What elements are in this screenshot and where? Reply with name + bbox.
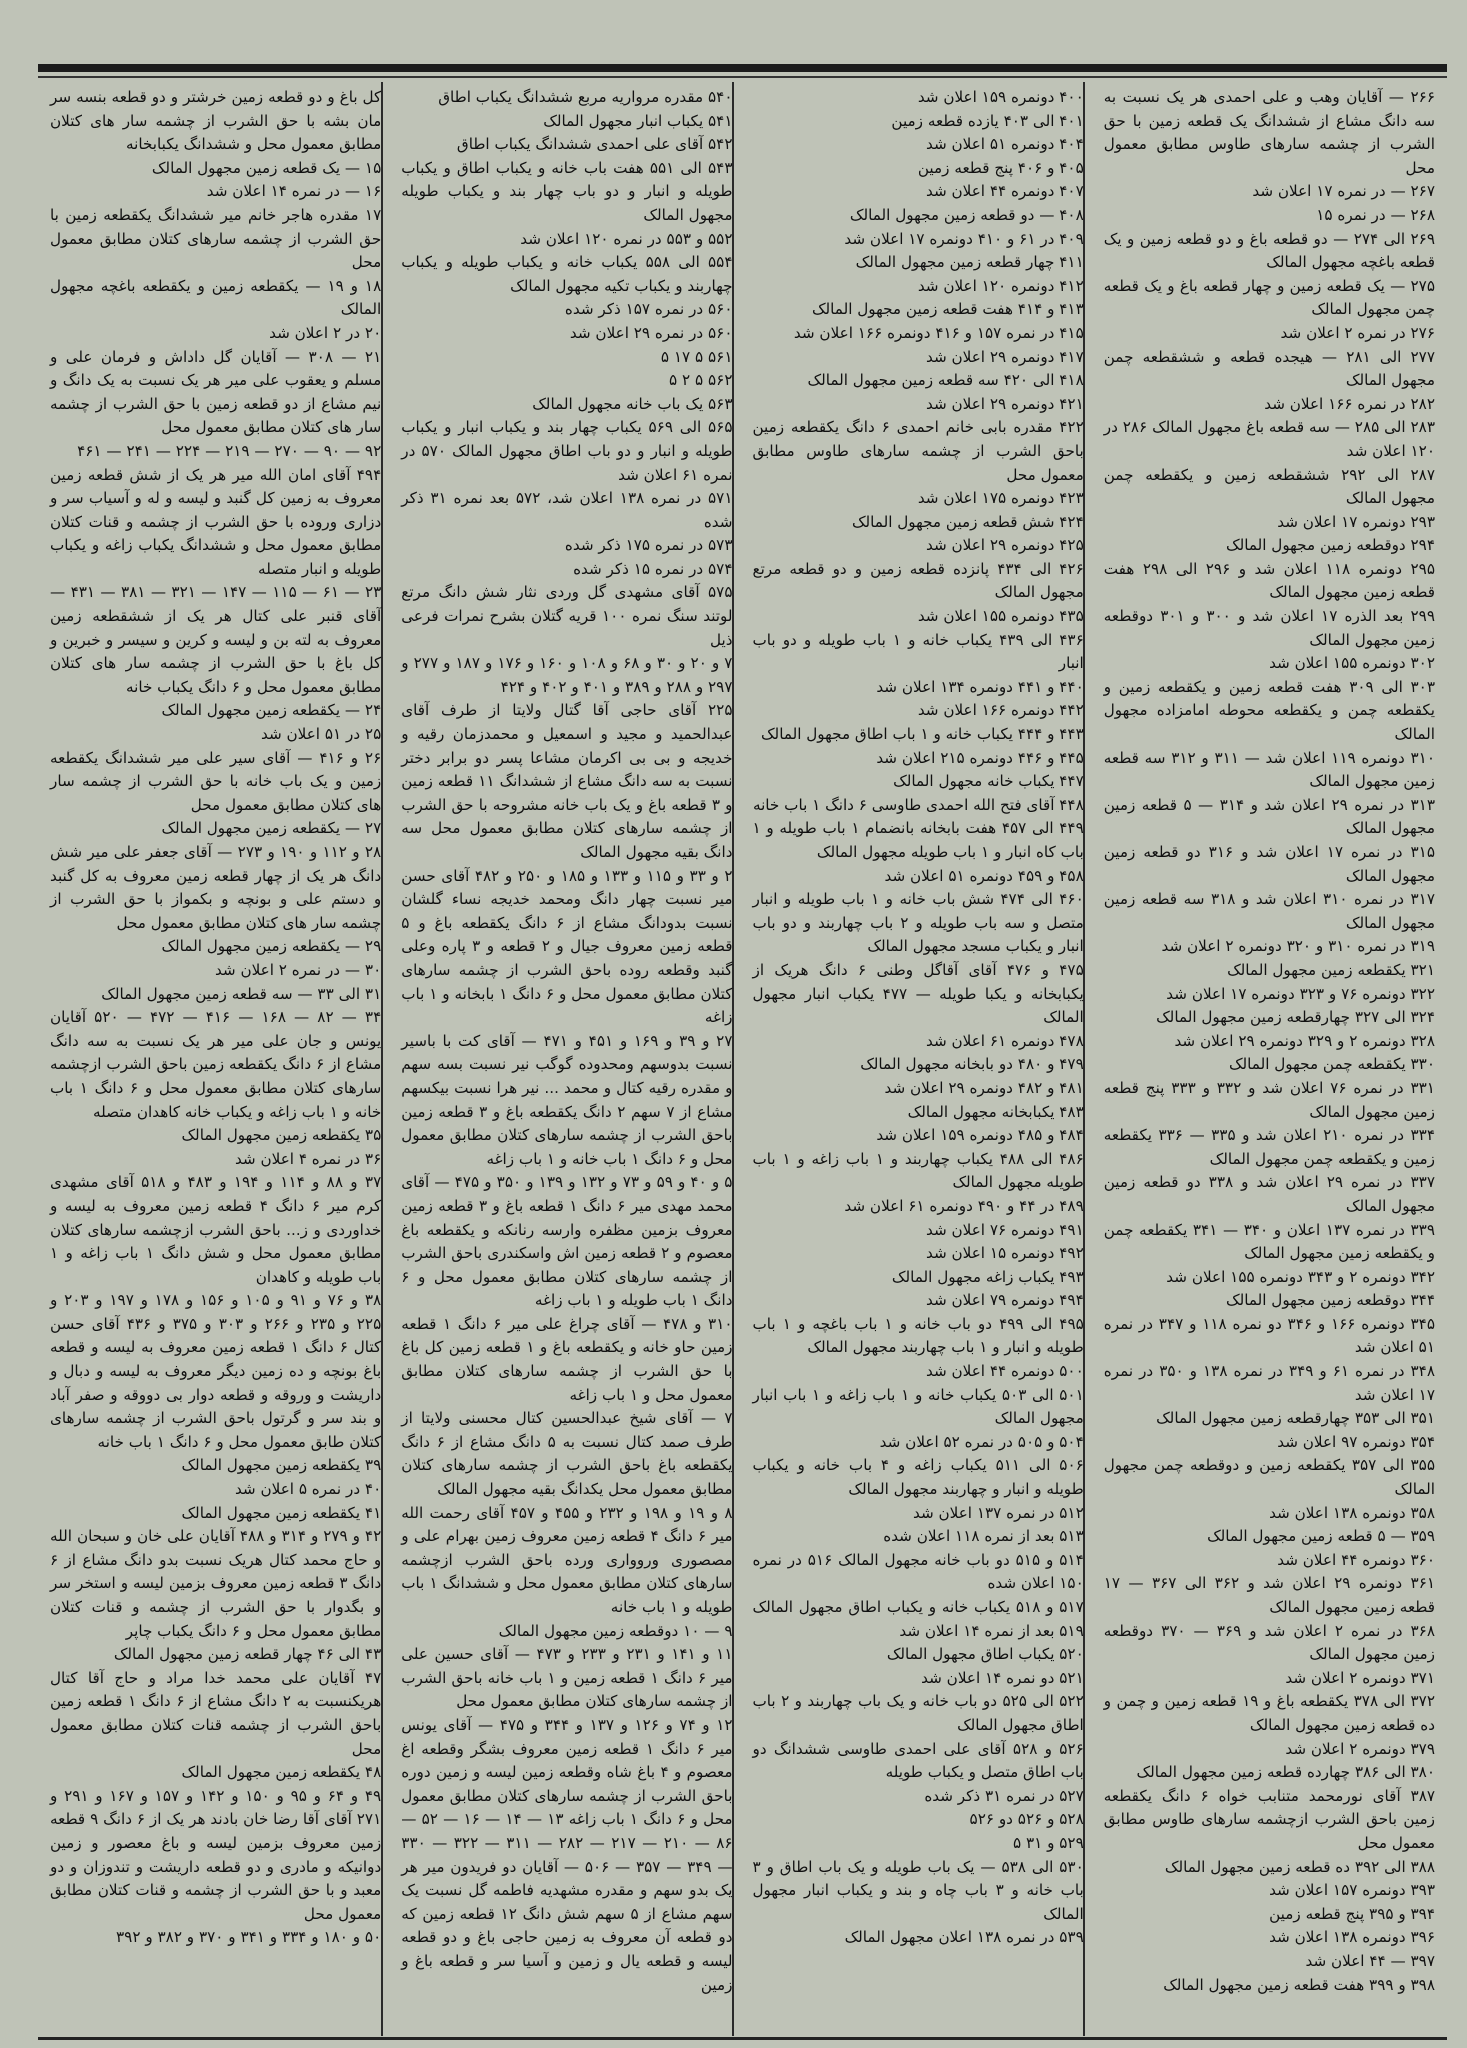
notice-entry: ۵۲۸ و ۵۲۶ دو ۵۲۶ (969, 1810, 1084, 1829)
notice-entry: ۴۲۴ شش قطعه زمین مجهول المالک (851, 512, 1084, 531)
notice-entry: ۴۴۷ یکباب خانه مجهول المالک (893, 772, 1084, 791)
text-column-4 (40, 86, 391, 2032)
notice-entry: ۴۹ و ۶۴ و ۹۵ و ۱۵۰ و ۱۴۲ و ۱۵۷ و ۱۶۷ و ۲۹۱ و ۲۷۱ آقای آقا رضا خان بادند هر یک از ۶ دانگ ۹ قطعه زمین معروف بزمین لیسه و باغ معصور و زمین دوانیکه و مادری و دو قطعه داریشت و تندوزان و دو معبد و با حق الشرب از چشمه و قنات کتلان مطابق معمول محل (50, 1786, 382, 1923)
notice-entry: ۴۹۳ یکباب زاغه مجهول المالک (891, 1267, 1084, 1286)
notice-entry: ۲۷ و ۳۹ و ۱۶۹ و ۴۵۱ و ۴۷۱ — آقای کت با باسیر نسبت بدوسهم ومحدوده گوگب نیر نسبت بسه سهم و مقدره رقیه کتال و محمد ... نیر هرا نسبت بیکسهم مشاع از ۷ سهم ۲ دانگ یکقطعه باغ و ۳ قطعه زمین باحق الشرب از چشمه سارهای کتلان مطابق معمول محل و ۶ دانگ ۱ باب خانه و ۱ باب زاغه (401, 1031, 733, 1168)
notice-entry: ۲۹۴ دوقطعه زمین مجهول المالک (1226, 536, 1435, 555)
notice-entry: ۴۸۱ و ۴۸۲ دونمره ۲۹ اعلان شد (884, 1078, 1084, 1097)
notice-entry: ۴۱۸ الی ۴۲۰ سه قطعه زمین مجهول المالک (807, 371, 1084, 390)
notice-entry: ۵۰ و ۱۸۰ و ۳۳۴ و ۳۴۱ و ۳۷۰ و ۳۸۲ و ۳۹۲ (116, 1928, 382, 1947)
notice-entry: ۵۴۳ الی ۵۵۱ هفت باب خانه و یکباب اطاق و یکباب طویله و انبار و دو باب چهار بند و یکباب طویله مجهول المالک (401, 158, 733, 224)
notice-entry: ۵۴۰ مقدره مرواریه مربع ششدانگ یکباب اطاق (438, 88, 733, 106)
notice-entry: ۲۷ — یکقطعه زمین مجهول المالک (161, 819, 382, 838)
notice-entry: ۵۲۲ الی ۵۲۵ دو باب خانه و یک باب چهاربند و ۲ باب اطاق مجهول المالک (752, 1692, 1084, 1734)
notice-entry: ۵۲۱ دو نمره ۱۴ اعلان شد (921, 1668, 1084, 1687)
notice-entry: ۳۴۵ دونمره ۱۶۶ و ۳۴۶ دو نمره ۱۱۸ و ۳۴۷ در نمره ۵۱ اعلان شد (1103, 1314, 1435, 1357)
notice-entry: ۲۸ و ۱۱۲ و ۱۹۰ و ۲۷۳ — آقای جعفر علی میر شش دانگ هر یک از چهار قطعه زمین معروف به کل گنبد و دستم علی و بونچه و بکمواز با حق الشرب از چشمه سار های کتلان مطابق معمول محل (50, 843, 382, 932)
notice-entry: ۴۵۸ و ۴۵۹ دونمره ۵۱ اعلان شد (884, 866, 1084, 885)
notice-entry: ۴۴۲ دونمره ۱۶۶ اعلان شد (917, 701, 1084, 720)
notice-entry: ۴۲۵ دونمره ۲۹ اعلان شد (925, 536, 1084, 555)
notice-entry: ۱۷ مقدره هاجر خانم میر ششدانگ یکقطعه زمین با حق الشرب از چشمه سارهای کتلان مطابق معمول محل (50, 205, 382, 272)
notice-entry: ۳۶ در نمره ۴ اعلان شد (234, 1149, 382, 1168)
notice-entry: ۴۴۳ و ۴۴۴ یکباب خانه و ۱ باب اطاق مجهول المالک (760, 725, 1084, 744)
notice-entry: ۳۹۸ و ۳۹۹ هفت قطعه زمین مجهول المالک (1163, 1975, 1435, 1994)
notice-entry: ۴۱۷ دونمره ۲۹ اعلان شد (925, 347, 1084, 366)
notice-entry: ۲۰ در ۲ اعلان شد (269, 323, 382, 342)
notice-entry: ۳۱۰ و ۴۷۸ — آقای چراغ علی میر ۶ دانگ ۱ قطعه زمین حاو خانه و یکقطعه باغ و ۱ قطعه زمین کل باغ با حق الشرب از چشمه سارهای کتلان مطابق معمول محل و ۱ باب زاغه (401, 1314, 733, 1404)
notice-entry: ۳۰۳ الی ۳۰۹ هفت قطعه زمین و یکقطعه زمین و یکقطعه چمن و یکقطعه محوطه امامزاده مجهول المالک (1103, 677, 1435, 744)
notice-entry: ۲ و ۳۳ و ۱۱۵ و ۱۳۳ و ۱۸۵ و ۲۵۰ و ۴۸۲ آقای حسن میر نسبت چهار دانگ ومحمد خدیجه نساء گلشان نسبت بدودانگ مشاع از ۶ دانگ یکقطعه باغ و ۵ قطعه زمین معروف جیال و ۲ قطعه و ۳ پاره وعلی گنبد وقطعه روده باحق الشرب از چشمه سارهای کتلان مطابق معمول محل و ۶ دانگ ۱ بابخانه و ۱ باب زاغه (401, 866, 733, 1027)
notice-entry: ۲۹ — یکقطعه زمین مجهول المالک (161, 937, 382, 956)
notice-entry: ۳۲۲ دونمره ۷۶ و ۳۲۳ دونمره ۱۷ اعلان شد (1166, 984, 1435, 1003)
notice-entry: ۳۵۹ — ۵ قطعه زمین مجهول المالک (1207, 1527, 1435, 1546)
notice-entry: ۹۲ — ۹۰ — ۲۷۰ — ۲۱۹ — ۲۲۴ — ۲۴۱ — ۴۶۱ (77, 441, 382, 460)
notice-entry: ۳۴۲ دونمره ۲ و ۳۴۳ دونمره ۱۵۵ اعلان شد (1166, 1267, 1435, 1286)
notice-entry: ۴۴۰ و ۴۴۱ دونمره ۱۳۴ اعلان شد (876, 677, 1084, 696)
notice-entry: ۵۶۵ الی ۵۶۹ یکباب چهار بند و یکباب انبار و یکباب طویله و انبار و دو باب اطاق مجهول المالک ۵۷۰ در نمره ۶۱ اعلان شد (401, 418, 733, 484)
notice-entry: ۴۷۸ دونمره ۶۱ اعلان شد (925, 1031, 1084, 1050)
notice-entry: ۳۲۱ یکقطعه زمین مجهول المالک (1227, 960, 1435, 979)
notice-entry: ۵۶۳ یک باب خانه مجهول المالک (532, 394, 733, 413)
notice-entry: ۴۸۶ الی ۴۸۸ یکباب چهاربند و ۱ باب زاغه و ۱ باب طویله مجهول المالک (752, 1149, 1084, 1192)
notice-entry: ۵۰۶ الی ۵۱۱ یکباب زاغه و ۴ باب خانه و یکباب طویله و انبار و چهاربند مجهول المالک (752, 1456, 1084, 1499)
notice-entry: ۴۲ و ۲۷۹ و ۳۱۴ و ۴۸۸ آقایان علی خان و سبحان الله و حاج محمد کتال هریک نسبت بدو دانگ مشاع از ۶ دانگ ۳ قطعه زمین معروف بزمین لیسه و استخر سر و بگدوار با حق الشرب از چشمه و قنات کتلان مطابق معمول محل و ۶ دانگ یکباب چاپر (50, 1527, 382, 1640)
notice-entry: ۳۹۶ دونمره ۱۳۸ اعلان شد (1269, 1928, 1435, 1947)
notice-entry: ۹ — ۱۰ دوقطعه زمین مجهول المالک (498, 1621, 733, 1640)
notice-entry: ۱۱ و ۱۴۱ و ۲۳۱ و ۲۳۳ و ۴۷۳ — آقای حسین علی میر ۶ دانگ ۱ قطعه زمین و ۱ باب خانه باحق الشرب از چشمه سارهای کتلان مطابق معمول محل (401, 1645, 733, 1711)
notice-entry: ۳۲۴ الی ۳۲۷ چهارقطعه زمین مجهول المالک (1156, 1008, 1435, 1027)
notice-entry: ۴۰۰ دونمره ۱۵۹ اعلان شد (917, 88, 1084, 106)
text-column-3 (391, 86, 742, 2032)
notice-entry: ۳۱۳ در نمره ۲۹ اعلان شد و ۳۱۴ — ۵ قطعه زمین مجهول المالک (1103, 795, 1435, 838)
notice-entry: ۲۱ — ۳۰۸ — آقایان گل داداش و فرمان علی و مسلم و یعقوب علی میر هر یک نسبت به یک دانگ و نیم مشاع از دو قطعه زمین با حق الشرب از چشمه سار های کتلان مطابق معمول محل (50, 347, 382, 437)
notice-entry: ۳۱۰ دونمره ۱۱۹ اعلان شد — ۳۱۱ و ۳۱۲ سه قطعه زمین مجهول المالک (1103, 748, 1435, 791)
notice-entry: ۳۷ و ۸۸ و ۱۱۴ و ۱۹۴ و ۴۸۳ و ۵۱۸ آقای مشهدی کرم میر ۶ دانگ ۴ قطعه زمین معروف به لیسه و خداوردی و ز... باحق الشرب ازچشمه سارهای کتلان مطابق معمول محل و شش دانگ ۱ باب زاغه و ۱ باب طویله و کاهدان (50, 1173, 382, 1286)
notice-entry: ۳۸۸ الی ۳۹۲ ده قطعه زمین مجهول المالک (1164, 1857, 1435, 1876)
notice-entry: ۴۳ الی ۴۶ چهار قطعه زمین مجهول المالک (113, 1645, 382, 1664)
notice-entry: ۲۷۷ الی ۲۸۱ — هیجده قطعه و ششقطعه چمن مجهول المالک (1103, 347, 1435, 390)
notice-entry: ۴۷۹ و ۴۸۰ دو بابخانه مجهول المالک (860, 1055, 1084, 1074)
notice-entry: ۳۳۹ در نمره ۱۳۷ اعلان و ۳۴۰ — ۳۴۱ یکقطعه چمن و یکقطعه زمین مجهول المالک (1103, 1220, 1435, 1263)
notice-entry: ۵۶۱ ۵ ۱۷ ۵ (660, 347, 733, 366)
notice-entry: ۵۱۳ بعد از نمره ۱۱۸ اعلان شده (883, 1527, 1084, 1546)
notice-entry: ۴۳۵ دونمره ۱۵۵ اعلان شد (917, 607, 1084, 626)
notice-entry: ۴۰۵ و ۴۰۶ پنج قطعه زمین (917, 158, 1084, 177)
notice-entry: ۳۶۱ دونمره ۲۹ اعلان شد و ۳۶۲ الی ۳۶۷ — ۱۷ قطعه زمین مجهول المالک (1103, 1574, 1436, 1616)
notice-entry: ۳۰۲ دونمره ۱۵۵ اعلان شد (1269, 654, 1435, 673)
notice-entry: ۵۷۵ آقای مشهدی گل وردی نثار شش دانگ مرتع لوتند سنگ نمره ۱۰۰ قریه گتلان بشرح نمرات فرعی ذیل (401, 583, 733, 649)
notice-entry: ۳۵۴ دونمره ۹۷ اعلان شد (1277, 1432, 1435, 1451)
notice-entry: ۵۲۶ و ۵۲۸ آقای علی احمدی طاوسی ششدانگ دو باب اطاق متصل و یکباب طویله (752, 1739, 1084, 1782)
notice-entry: ۴۷۵ و ۴۷۶ آقای آقاگل وطنی ۶ دانگ هریک از یکبابخانه و یکبا طویله — ۴۷۷ یکباب انبار مجهول المالک (752, 960, 1084, 1027)
notice-entry: ۳۱۷ در نمره ۳۱۰ اعلان شد و ۳۱۸ سه قطعه زمین مجهول المالک (1103, 890, 1435, 932)
notice-entry: ۵۷۴ در نمره ۱۵ ذکر شده (573, 559, 733, 578)
notice-entry: ۳۶۰ دونمره ۴۴ اعلان شد (1277, 1550, 1435, 1569)
notice-entry: ۲۸۷ الی ۲۹۲ ششقطعه زمین و یکقطعه چمن مجهول المالک (1103, 465, 1435, 508)
notice-entry: ۲۶ و ۴۱۶ — آقای سیر علی میر ششدانگ یکقطعه زمین و یک باب خانه با حق الشرب از چشمه سار های کتلان مطابق معمول محل (50, 748, 382, 814)
notice-entry: ۲۲۵ آقای حاجی آقا گتال ولایتا از طرف آقای عبدالحمید و مجید و اسمعیل و محمدزمان رقیه و خدیجه و بی بی اکرمان مشاعا پسر دو برابر دختر نسبت به سه دانگ مشاع از ششدانگ ۱۱ قطعه زمین و ۳ قطعه باغ و یک باب خانه مشروحه با حق الشرب از چشمه سارهای کتلان مطابق معمول محل سه دانگ بقیه مجهول المالک (401, 701, 733, 861)
notice-entry: ۴۰۹ در ۶۱ و ۴۱۰ دونمره ۱۷ اعلان شد (844, 229, 1084, 248)
notice-entry: ۴۸ یکقطعه زمین مجهول المالک (181, 1763, 382, 1782)
notice-entry: ۱۸ و ۱۹ — یکقطعه زمین و یکقطعه باغچه مجهول المالک (50, 276, 382, 319)
notice-entry: ۴۴۵ و ۴۴۶ دونمره ۲۱۵ اعلان شد (876, 748, 1084, 767)
notice-entry: ۵۰۱ الی ۵۰۳ یکباب خانه و ۱ باب زاغه و ۱ باب انبار مجهول المالک (752, 1385, 1084, 1428)
notice-entry: ۴۰۸ — دو قطعه زمین مجهول المالک (849, 205, 1084, 224)
notice-entry: ۴۱۳ و ۴۱۴ هفت قطعه زمین مجهول المالک (811, 300, 1084, 319)
notice-entry: ۵۷۱ در نمره ۱۳۸ اعلان شد، ۵۷۲ بعد نمره ۳۱ ذکر شده (401, 489, 733, 531)
notice-entry: ۵ و ۴۰ و ۵۹ و ۷۳ و ۱۳۲ و ۱۳۹ و ۳۵۰ و ۴۷۵ — آقای محمد مهدی میر ۶ دانگ ۱ قطعه باغ و ۳ قطعه زمین معروف بزمین مظفره وارسه رنانکه و یکقطعه باغ معصوم و ۲ قطعه زمین اش واسکندری باحق الشرب از چشمه سارهای کتلان مطابق معمول محل و ۶ دانگ ۱ باب طویله و ۱ باب زاغه (401, 1173, 733, 1310)
notice-entry: ۳۵۵ الی ۳۵۷ یکقطعه زمین و دوقطعه چمن مجهول المالک (1103, 1456, 1435, 1499)
top-rule-thin (38, 76, 1447, 78)
notice-entry: ۳۱۹ در نمره ۳۱۰ و ۳۲۰ دونمره ۲ اعلان شد (1161, 937, 1435, 956)
notice-entry: ۱۲ و ۷۴ و ۱۲۶ و ۱۳۷ و ۳۴۴ و ۴۷۵ — آقای یونس میر ۶ دانگ ۱ قطعه زمین معروف بشگر وقطعه اغ معصوم و ۴ باغ شاه وقطعه زمین لیسه و زمین دوره باحق الشرب از چشمه سارهای کتلان مطابق معمول محل و ۶ دانگ ۱ باب زاغه ۱۳ — ۱۴ — ۱۶ — ۵۲ — ۸۶ — ۲۱۰ — ۲۱۷ — ۲۸۲ — ۳۱۱ — ۳۲۲ — ۳۳۰ — ۳۴۹ — ۳۵۷ — ۵۰۶ — آقایان دو فریدون میر هر یک بدو سهم و مقدره مشهدیه فاطمه گل نسبت یک سهم مشاع از ۵ سهم شش دانگ ۱۲ قطعه زمین که دو قطعه آن معروف به زمین حاجی باغ و دو قطعه لیسه و قطعه یال و زمین و آسیا سر و قطعه باغ و زمین (401, 1715, 733, 1994)
notice-entry: ۳۸۰ الی ۳۸۶ چهارده قطعه زمین مجهول المالک (1136, 1763, 1435, 1782)
notice-entry: ۴۸۳ یکبابخانه مجهول المالک (907, 1102, 1084, 1121)
notice-entry: ۲۸۲ در نمره ۱۶۶ اعلان شد (1264, 394, 1435, 413)
notice-entry: ۴۱ یکقطعه زمین مجهول المالک (181, 1503, 382, 1522)
notice-entry: ۳۷۲ الی ۳۷۸ یکقطعه باغ و ۱۹ قطعه زمین و چمن و ده قطعه زمین مجهول المالک (1103, 1692, 1435, 1734)
notice-entry: ۵۵۲ و ۵۵۳ در نمره ۱۲۰ اعلان شد (520, 229, 733, 248)
notice-entry: ۴۲۳ دونمره ۱۷۵ اعلان شد (917, 489, 1084, 508)
notice-entry: ۵۰۰ دونمره ۴۴ اعلان شد (925, 1362, 1084, 1381)
notice-entry: ۳۴۴ دوقطعه زمین مجهول المالک (1226, 1291, 1435, 1310)
notice-entry: ۳۶۸ در نمره ۲ اعلان شد و ۳۶۹ — ۳۷۰ دوقطعه زمین مجهول المالک (1103, 1621, 1435, 1664)
notice-entry: ۴۲۶ الی ۴۳۴ پانزده قطعه زمین و دو قطعه مرتع مجهول المالک (752, 559, 1084, 602)
notice-entry: ۵۴۱ یکباب انبار مجهول المالک (543, 111, 733, 130)
notice-entry: ۳۱ الی ۳۳ — سه قطعه زمین مجهول المالک (101, 984, 382, 1003)
notice-entry: ۵۰۴ و ۵۰۵ در نمره ۵۲ اعلان شد (879, 1432, 1084, 1451)
text-column-1 (1094, 86, 1445, 2032)
columns-container (40, 86, 1445, 2032)
notice-entry: ۴۹۱ دونمره ۷۶ اعلان شد (925, 1220, 1084, 1239)
notice-entry: ۷ — آقای شیخ عبدالحسین کتال محسنی ولایتا از طرف صمد کتال نسبت به ۵ دانگ مشاع از ۶ دانگ یکقطعه باغ باحق الشرب از چشمه سارهای کتلان مطابق معمول محل یکدانگ بقیه مجهول المالک (401, 1409, 733, 1499)
notice-entry: ۴۱۲ دونمره ۱۲۰ اعلان شد (917, 276, 1084, 295)
notice-entry: ۴۰۱ الی ۴۰۳ یازده قطعه زمین (891, 111, 1084, 130)
notice-entry: ۴۸۴ و ۴۸۵ دونمره ۱۵۹ اعلان شد (876, 1126, 1084, 1145)
notice-entry: ۴۶۰ الی ۴۷۴ شش باب خانه و ۱ باب طویله و انبار متصل و سه باب طویله و ۲ باب چهاربند و دو باب انبار و یکباب مسجد مجهول المالک (752, 890, 1084, 956)
notice-entry: ۷ و ۲۰ و ۳۰ و ۶۸ و ۱۰۸ و ۱۶۰ و ۱۷۶ و ۱۸۷ و ۲۷۷ و ۲۹۷ و ۲۸۸ و ۳۸۹ و ۴۰۱ و ۴۰۲ و ۴۲۴ (401, 654, 733, 696)
notice-entry: ۲۶۶ — آقایان وهب و علی احمدی هر یک نسبت به سه دانگ مشاع از ششدانگ یک قطعه زمین با حق الشرب از چشمه سارهای طاوس مطابق معمول محل (1103, 88, 1435, 177)
notice-entry: ۲۵ در ۵۱ اعلان شد (260, 725, 382, 744)
notice-entry: ۲۶۹ الی ۲۷۴ — دو قطعه باغ و دو قطعه زمین و یک قطعه باغچه مجهول المالک (1103, 229, 1435, 272)
notice-entry: ۱۶ — در نمره ۱۴ اعلان شد (206, 182, 382, 201)
notice-entry: ۳۰ — در نمره ۲ اعلان شد (214, 960, 382, 979)
notice-entry: ۵۳۰ الی ۵۳۸ — یک باب طویله و یک باب اطاق و ۳ باب خانه و ۳ باب چاه و بند و یکباب انبار مجهول المالک (752, 1857, 1084, 1923)
notice-entry: ۵۲۹ و ۳۱ ۵ (1012, 1833, 1084, 1852)
notice-entry: ۳۵ یکقطعه زمین مجهول المالک (181, 1126, 382, 1145)
notice-entry: ۴۹۲ دونمره ۱۵ اعلان شد (925, 1244, 1084, 1263)
notice-entry: ۵۱۲ در نمره ۱۳۷ اعلان شد (912, 1503, 1084, 1522)
notice-entry: ۵۱۴ و ۵۱۵ دو باب خانه مجهول المالک ۵۱۶ در نمره ۱۵۰ اعلان شده (752, 1550, 1084, 1593)
notice-entry: ۴۴۸ آقای فتح الله احمدی طاوسی ۶ دانگ ۱ باب خانه (752, 795, 1084, 814)
notice-entry: ۵۶۲ ۵ ۲ ۵ (669, 371, 733, 390)
notice-entry: ۳۱۵ در نمره ۱۷ اعلان شد و ۳۱۶ دو قطعه زمین مجهول المالک (1103, 843, 1435, 885)
notice-entry: ۳۴ — ۸۲ — ۱۶۸ — ۴۱۶ — ۴۷۲ — ۵۲۰ آقایان یونس و جان علی میر هر یک نسبت به سه دانگ مشاع از ۶ دانگ یکقطعه زمین باحق الشرب ازچشمه سارهای کتلان مطابق معمول محل و ۶ دانگ ۱ باب خانه و ۱ باب زاغه و یکباب خانه کاهدان متصله (50, 1008, 382, 1121)
notice-entry: ۴۴۹ الی ۴۵۷ هفت بابخانه بانضمام ۱ باب طویله و ۱ باب کاه انبار و ۱ باب طویله مجهول المالک (752, 819, 1084, 861)
notice-entry: ۴۹۴ دونمره ۷۹ اعلان شد (925, 1291, 1084, 1310)
notice-entry: ۳۵۱ الی ۳۵۳ چهارقطعه زمین مجهول المالک (1156, 1409, 1435, 1428)
notice-entry: ۸ و ۱۹ و ۱۹۸ و ۲۳۲ و ۴۵۵ و ۴۵۷ آقای رحمت الله میر ۶ دانگ ۴ قطعه زمین معروف زمین بهرام علی و مصصوری وروواری ورده باحق الشرب ازچشمه سارهای کتلان مطابق معمول محل و ششدانگ ۱ باب طویله و ۱ باب خانه (401, 1503, 733, 1616)
notice-entry: ۳۵۸ دونمره ۱۳۸ اعلان شد (1269, 1503, 1435, 1522)
notice-entry: ۵۲۰ یکباب اطاق مجهول المالک (886, 1645, 1084, 1664)
notice-entry: ۵۶۰ در نمره ۱۵۷ ذکر شده (564, 300, 733, 319)
notice-entry: ۲۶۸ — در نمره ۱۵ (1316, 205, 1435, 224)
notice-entry: ۴۱۱ چهار قطعه زمین مجهول المالک (855, 253, 1084, 272)
notice-entry: ۳۷۱ دونمره ۲ اعلان شد (1285, 1668, 1435, 1687)
notice-entry: ۴۸۹ در ۴۴ و ۴۹۰ دونمره ۶۱ اعلان شد (844, 1196, 1084, 1215)
notice-entry: ۲۹۵ دونمره ۱۱۸ اعلان شد و ۲۹۶ الی ۲۹۸ هفت قطعه زمین مجهول المالک (1103, 559, 1435, 602)
notice-entry: ۱۵ — یک قطعه زمین مجهول المالک (151, 158, 382, 177)
notice-entry: ۴۳۶ الی ۴۳۹ یکباب خانه و ۱ باب طویله و دو باب انبار (752, 630, 1084, 673)
notice-entry: ۳۹۴ و ۳۹۵ پنج قطعه زمین (1269, 1904, 1435, 1923)
notice-entry: ۴۰۷ دونمره ۴۴ اعلان شد (925, 182, 1084, 201)
text-column-2 (743, 86, 1094, 2032)
notice-entry: ۴۰۴ دونمره ۵۱ اعلان شد (925, 135, 1084, 154)
notice-entry: ۵۵۴ الی ۵۵۸ یکباب خانه و یکباب طویله و یکباب چهاربند و یکباب تکیه مجهول المالک (401, 253, 733, 295)
notice-entry: ۴۲۲ مقدره بابی خانم احمدی ۶ دانگ یکقطعه زمین باحق الشرب از چشمه سارهای طاوس مطابق معمول محل (752, 418, 1084, 484)
notice-entry: ۴۱۵ در نمره ۱۵۷ و ۴۱۶ دونمره ۱۶۶ اعلان شد (793, 323, 1084, 342)
notice-entry: ۲۷۵ — یک قطعه زمین و چهار قطعه باغ و یک قطعه چمن مجهول المالک (1103, 276, 1435, 319)
notice-entry: ۳۹ یکقطعه زمین مجهول المالک (181, 1456, 382, 1475)
notice-entry: ۴۹۵ الی ۴۹۹ دو باب خانه و ۱ باب باغچه و ۱ باب طویله و انبار و ۱ باب چهاربند مجهول المالک (752, 1314, 1084, 1357)
notice-entry: ۳۳۴ در نمره ۲۱۰ اعلان شد و ۳۳۵ — ۳۳۶ یکقطعه زمین و یکقطعه چمن مجهول المالک (1103, 1126, 1435, 1168)
top-rule (38, 64, 1447, 72)
notice-entry: ۲۸۳ الی ۲۸۵ — سه قطعه باغ مجهول المالک ۲۸۶ در ۱۲۰ اعلان شد (1103, 418, 1435, 460)
notice-entry: ۲۶۷ — در نمره ۱۷ اعلان شد (1252, 182, 1435, 201)
notice-entry: ۵۶۰ در نمره ۲۹ اعلان شد (569, 323, 733, 342)
notice-entry: ۴۷ آقایان علی محمد خدا مراد و حاج آقا کتال هریکنسبت به ۲ دانگ مشاع از ۶ دانگ ۱ قطعه زمین باحق الشرب از چشمه قنات کتلان مطابق معمول محل (50, 1668, 382, 1758)
notice-entry: ۳۷۹ دونمره ۲ اعلان شد (1285, 1739, 1435, 1758)
notice-entry: ۳۸ و ۷۶ و ۹۱ و ۱۰۵ و ۱۵۶ و ۱۷۸ و ۱۹۷ و ۲۰۳ و ۲۲۵ و ۲۳۵ و ۲۶۶ و ۳۰۳ و ۳۷۵ و ۴۳۶ آقای حسن کتال ۶ دانگ ۱ قطعه زمین معروف به لیسه و قطعه باغ بونچه و ده زمین دیگر معروف به لیسه و دبال و داریشت و وروقه و قطعه دوار بی دووقه و صفر آباد و بند سر و گرتول باحق الشرب از چشمه سارهای کتلان طابق معمول محل و ۶ دانگ ۱ باب خانه (50, 1291, 382, 1451)
notice-entry: ۳۳۰ یکقطعه چمن مجهول المالک (1228, 1055, 1435, 1074)
notice-entry: ۲۹۳ دونمره ۱۷ اعلان شد (1277, 512, 1435, 531)
notice-entry: ۲۴ — یکقطعه زمین مجهول المالک (161, 701, 382, 720)
notice-entry: ۵۳۹ در نمره ۱۳۸ اعلان مجهول المالک (844, 1928, 1084, 1947)
notice-entry: ۵۲۷ در نمره ۳۱ ذکر شده (924, 1786, 1084, 1805)
bottom-rule (38, 2037, 1447, 2040)
notice-entry: ۲۹۹ بعد الذره ۱۷ اعلان شد و ۳۰۰ و ۳۰۱ دوقطعه زمین مجهول المالک (1103, 607, 1435, 649)
notice-entry: ۵۷۳ در نمره ۱۷۵ ذکر شده (564, 536, 733, 555)
notice-entry: ۳۳۱ در نمره ۷۶ اعلان شد و ۳۳۲ و ۳۳۳ پنج قطعه زمین مجهول المالک (1103, 1078, 1435, 1121)
notice-entry: ۲۷۶ در نمره ۲ اعلان شد (1280, 323, 1435, 342)
notice-entry: ۳۴۸ در نمره ۶۱ و ۳۴۹ در نمره ۱۳۸ و ۳۵۰ در نمره ۱۷ اعلان شد (1103, 1362, 1435, 1404)
notice-entry: ۲۳ — ۶۱ — ۱۱۵ — ۱۴۷ — ۳۲۱ — ۳۸۱ — ۴۳۱ — آقای قنبر علی کتال هر یک از ششقطعه زمین معروف به لته بن و لیسه و کرین و سیسر و خبرین و کل باغ با حق الشرب از چشمه سار های کتلان مطابق معمول محل و ۶ دانگ یکباب خانه (50, 583, 382, 696)
notice-entry: ۳۳۷ در نمره ۲۹ اعلان شد و ۳۳۸ دو قطعه زمین مجهول المالک (1103, 1173, 1435, 1215)
notice-entry: ۳۹۳ دونمره ۱۵۷ اعلان شد (1269, 1881, 1435, 1900)
notice-entry: ۳۲۸ دونمره ۲ و ۳۲۹ دونمره ۲۹ اعلان شد (1174, 1031, 1435, 1050)
notice-entry: ۳۹۷ — ۴۴ اعلان شد (1305, 1951, 1435, 1970)
notice-entry: کل باغ و دو قطعه زمین خرشتر و دو قطعه بنسه سر مان بشه با حق الشرب از چشمه سار های کتلان مطابق معمول محل و ششدانگ یکبابخانه (50, 88, 382, 154)
notice-entry: ۴۰ در نمره ۵ اعلان شد (234, 1480, 382, 1499)
notice-entry: ۵۴۲ آقای علی احمدی ششدانگ یکباب اطاق (456, 135, 733, 154)
notice-entry: ۴۹۴ آقای امان الله میر هر یک از شش قطعه زمین معروف به زمین کل گنبد و لیسه و له و آسیاب سر و دزاری وروده با حق الشرب از چشمه و قنات کتلان مطابق معمول محل و ششدانگ یکباب زاغه و یکباب طویله و انبار متصله (50, 465, 382, 578)
notice-entry: ۳۸۷ آقای نورمحمد متنابب خواه ۶ دانگ یکقطعه زمین باحق الشرب ازچشمه سارهای طاوس مطابق معمول محل (1103, 1786, 1436, 1852)
notice-entry: ۴۲۱ دونمره ۲۹ اعلان شد (925, 394, 1084, 413)
notice-entry: ۵۱۷ و ۵۱۸ یکباب خانه و یکباب اطاق مجهول المالک ۵۱۹ بعد از نمره ۱۴ اعلان شد (752, 1598, 1084, 1640)
